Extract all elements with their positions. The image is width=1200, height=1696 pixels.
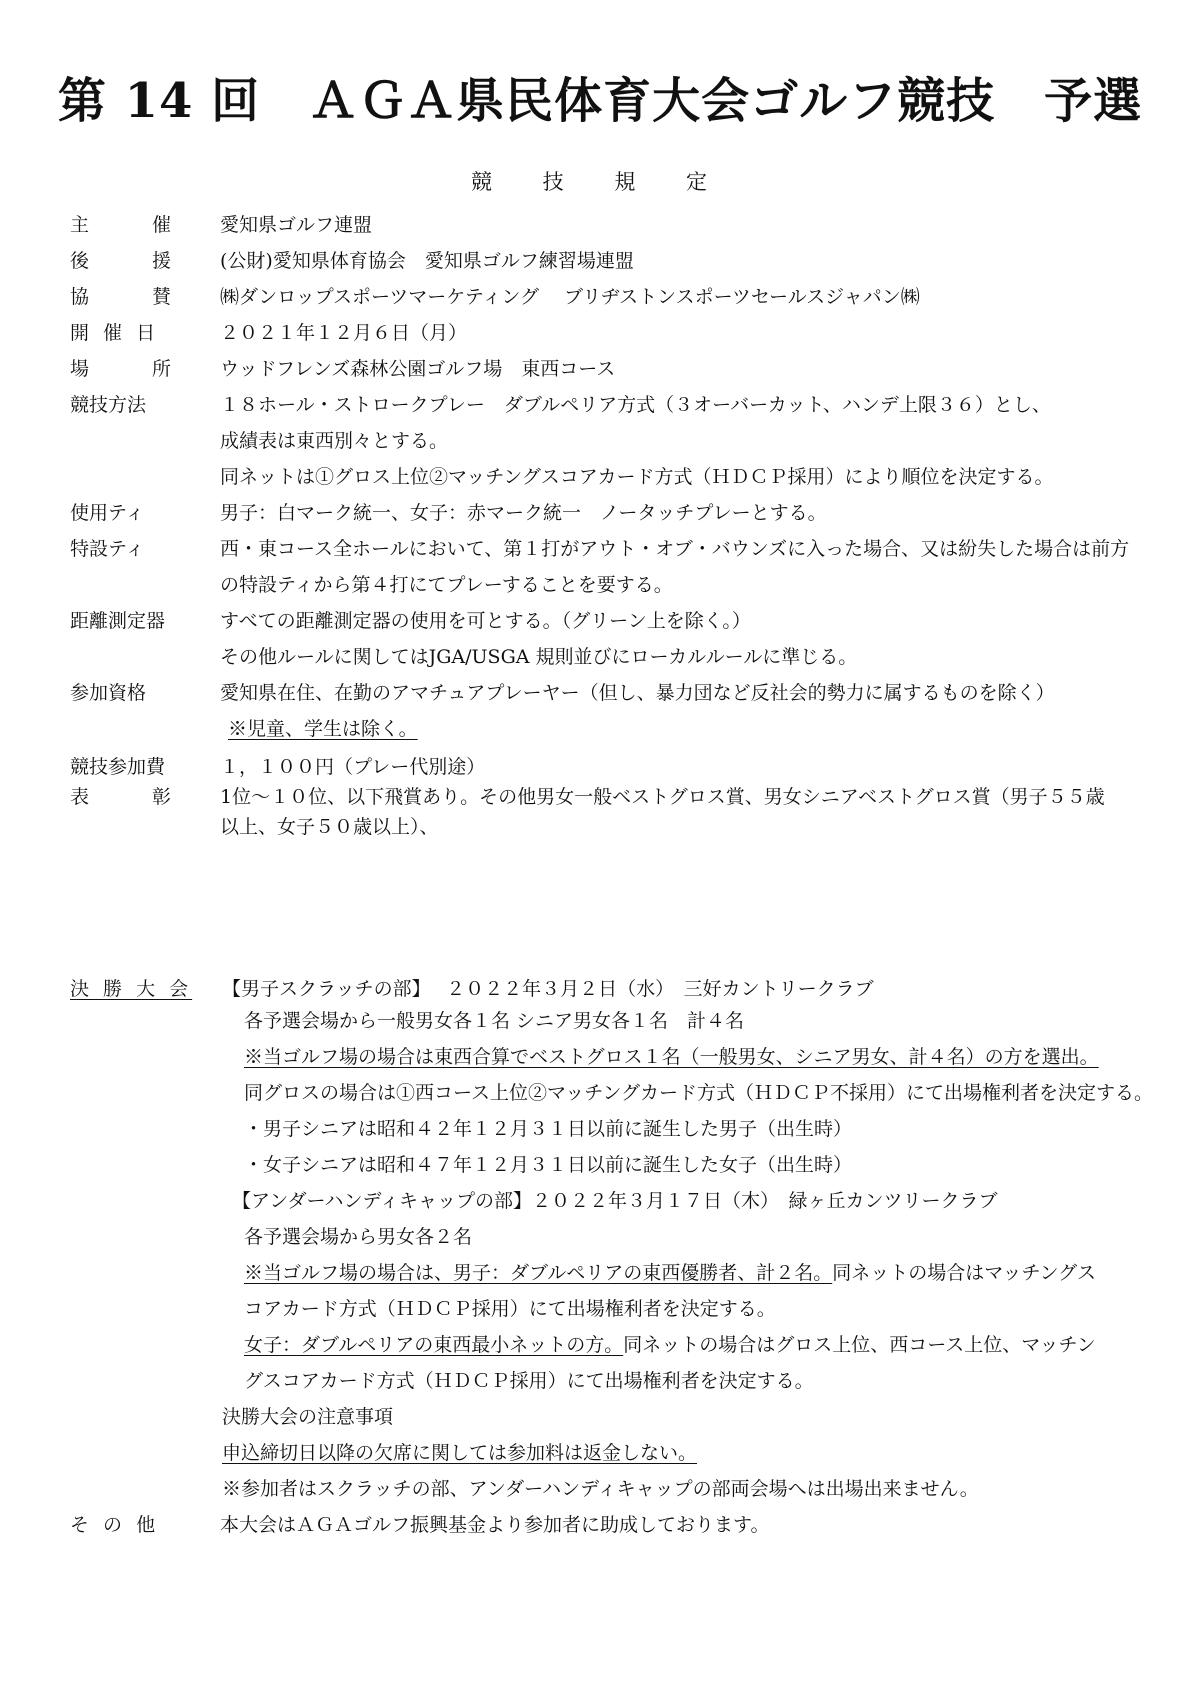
handicap-line: 各予選会場から男女各２名	[244, 1226, 473, 1248]
rule-line: 成績表は東西別々とする。	[220, 430, 449, 452]
other-label: そ の 他	[70, 1514, 160, 1536]
rule-line: 同ネットは①グロス上位②マッチングスコアカード方式（ＨＤＣＰ採用）により順位を決定する。	[220, 466, 1054, 488]
notes-line: 申込締切日以降の欠席に関しては参加料は返金しない。	[222, 1442, 698, 1464]
rule-label: 参加資格	[70, 682, 147, 704]
handicap-men-rest: 同ネットの場合はマッチングス	[832, 1262, 1096, 1284]
scratch-line: ・女子シニアは昭和４７年１２月３１日以前に誕生した女子（出生時）	[244, 1154, 853, 1176]
handicap-line: グスコアカード方式（ＨＤＣＰ採用）にて出場権利者を決定する。	[244, 1370, 814, 1392]
handicap-women-underlined: 女子：ダブルペリアの東西最小ネットの方。	[244, 1334, 624, 1356]
scratch-line: 同グロスの場合は①西コース上位②マッチングカード方式（ＨＤＣＰ不採用）にて出場権利者を決定する。	[244, 1082, 1153, 1104]
rule-line: 以上、女子５０歳以上）、	[220, 816, 439, 838]
rule-line: 1位～１０位、以下飛賞あり。その他男女一般ベストグロス賞、男女シニアベストグロス賞（男子５５歳	[220, 786, 1105, 808]
rule-label: 特設ティ	[70, 538, 145, 560]
handicap-line: コアカード方式（ＨＤＣＰ採用）にて出場権利者を決定する。	[244, 1298, 776, 1320]
rule-label: 場 所	[70, 358, 194, 380]
rule-label: 主 催	[70, 214, 194, 236]
rule-value: 愛知県ゴルフ連盟	[220, 214, 373, 236]
rule-line: その他ルールに関してはJGA/USGA 規則並びにローカルルールに準じる。	[220, 646, 858, 668]
rule-line: 愛知県在住、在勤のアマチュアプレーヤー（但し、暴力団など反社会的勢力に属するものを除く）	[220, 682, 1055, 704]
rule-line: ※児童、学生は除く。	[228, 718, 418, 740]
rule-label: 協 賛	[70, 286, 194, 308]
rule-label: 後 援	[70, 250, 194, 272]
scratch-line: ※当ゴルフ場の場合は東西合算でベストグロス１名（一般男女、シニア男女、計４名）の方を選出。	[244, 1046, 1099, 1068]
rule-value: ウッドフレンズ森林公園ゴルフ場 東西コース	[220, 358, 616, 380]
rule-line: すべての距離測定器の使用を可とする。（グリーン上を除く。）	[220, 610, 751, 632]
handicap-men-line	[244, 1258, 1096, 1285]
scratch-line: 各予選会場から一般男女各１名 シニア男女各１名 計４名	[244, 1010, 745, 1032]
handicap-women-rest: 同ネットの場合はグロス上位、西コース上位、マッチン	[623, 1334, 1096, 1356]
notes-line: ※参加者はスクラッチの部、アンダーハンディキャップの部両会場へは出場出来ません。	[222, 1478, 979, 1500]
other-value: 本大会はＡＧＡゴルフ振興基金より参加者に助成しております。	[220, 1514, 770, 1536]
handicap-women-line	[244, 1330, 1096, 1357]
rule-label: 開 催 日	[70, 322, 160, 344]
rule-label: 競技参加費	[70, 756, 166, 778]
rule-value: １，１００円（プレー代別途）	[220, 756, 486, 778]
scratch-line: ・男子シニアは昭和４２年１２月３１日以前に誕生した男子（出生時）	[244, 1118, 853, 1140]
notes-header: 決勝大会の注意事項	[222, 1406, 394, 1428]
document-subtitle: 競 技 規 定	[470, 170, 730, 194]
rule-label: 競技方法	[70, 394, 147, 416]
rule-line: １８ホール・ストロークプレー ダブルペリア方式（３オーバーカット、ハンデ上限３６）とし、	[220, 394, 1051, 416]
rule-label: 表 彰	[70, 786, 194, 808]
handicap-header: 【アンダーハンディキャップの部】２０２２年３月１７日（木） 緑ヶ丘カンツリークラブ	[232, 1190, 998, 1212]
rule-value: (公財)愛知県体育協会 愛知県ゴルフ練習場連盟	[220, 250, 634, 272]
rule-line: の特設ティから第４打にてプレーすることを要する。	[220, 574, 673, 596]
rule-label: 距離測定器	[70, 610, 166, 632]
finals-label: 決 勝 大 会	[70, 978, 193, 1000]
rule-value: ２０２１年１２月６日（月）	[220, 322, 468, 344]
rule-value: ㈱ダンロップスポーツマーケティング ブリヂストンスポーツセールスジャパン㈱	[220, 286, 920, 308]
document-title: 第 14 回 ＡＧＡ県民体育大会ゴルフ競技 予選	[57, 73, 1143, 129]
rule-label: 使用ティ	[70, 502, 145, 524]
handicap-men-underlined: ※当ゴルフ場の場合は、男子：ダブルペリアの東西優勝者、計２名。	[244, 1262, 833, 1284]
scratch-header: 【男子スクラッチの部】 ２０２２年３月２日（水） 三好カントリークラブ	[222, 978, 874, 1000]
rule-line: 西・東コース全ホールにおいて、第１打がアウト・オブ・バウンズに入った場合、又は紛失した場合は前方	[220, 538, 1130, 560]
rule-value: 男子：白マーク統一、女子：赤マーク統一 ノータッチプレーとする。	[220, 502, 827, 524]
